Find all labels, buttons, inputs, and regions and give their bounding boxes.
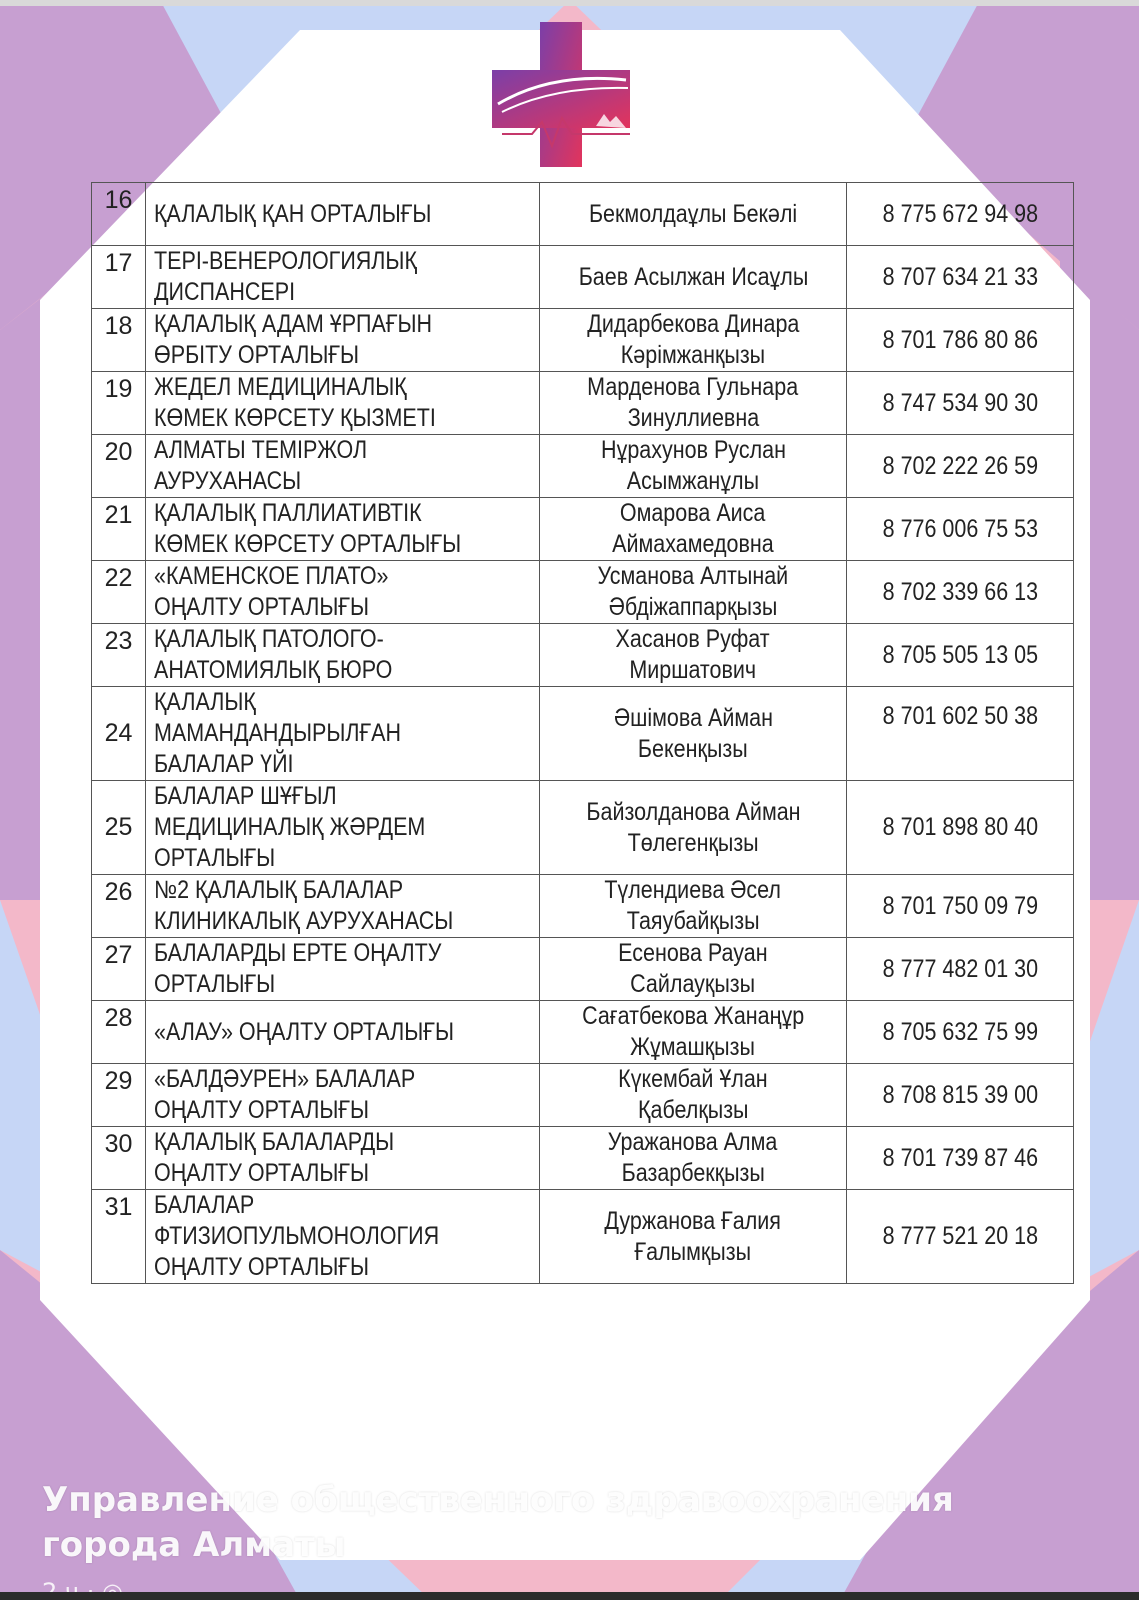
phone-number-text: 8 701 750 09 79 bbox=[882, 891, 1038, 920]
table-row bbox=[92, 687, 1074, 781]
organization-name-line: БАЛАЛАРДЫ ЕРТЕ ОҢАЛТУ bbox=[154, 939, 442, 967]
row-number: 25 bbox=[92, 781, 146, 875]
organization-name bbox=[146, 781, 540, 875]
table-row bbox=[92, 781, 1074, 875]
director-name-line: Усманова Алтынай bbox=[597, 562, 789, 590]
director-name-line: Базарбекқызы bbox=[621, 1159, 765, 1187]
contacts-table bbox=[91, 182, 1073, 1284]
organization-name-line: ТЕРІ-ВЕНЕРОЛОГИЯЛЫҚ bbox=[154, 247, 417, 275]
phone-number-text: 8 777 521 20 18 bbox=[882, 1222, 1038, 1250]
director-name-line: Әбдіжаппарқызы bbox=[608, 593, 778, 621]
row-number: 23 bbox=[92, 624, 146, 687]
row-number: 30 bbox=[92, 1127, 146, 1190]
organization-name bbox=[146, 1127, 540, 1190]
phone-number bbox=[847, 875, 1074, 938]
organization-name-line: «АЛАУ» ОҢАЛТУ ОРТАЛЫҒЫ bbox=[154, 1017, 454, 1046]
organization-name-line: ОРТАЛЫҒЫ bbox=[154, 844, 276, 872]
organization-name-line: ФТИЗИОПУЛЬМОНОЛОГИЯ bbox=[154, 1222, 440, 1250]
row-number: 17 bbox=[92, 246, 146, 309]
bottom-bar bbox=[0, 1592, 1139, 1600]
organization-name bbox=[146, 561, 540, 624]
table-row bbox=[92, 1127, 1074, 1190]
phone-number bbox=[847, 1001, 1074, 1064]
table-row bbox=[92, 372, 1074, 435]
table-row bbox=[92, 246, 1074, 309]
director-name-line: Байзолданова Айман bbox=[585, 797, 801, 826]
organization-name-line: ҚАЛАЛЫҚ bbox=[154, 688, 256, 716]
phone-number-text: 8 747 534 90 30 bbox=[882, 388, 1038, 417]
director-name-line: Ғалымқызы bbox=[634, 1237, 752, 1266]
director-name bbox=[540, 498, 847, 561]
organization-name-line: ДИСПАНСЕРІ bbox=[154, 278, 296, 306]
organization-name-line: ОҢАЛТУ ОРТАЛЫҒЫ bbox=[154, 1253, 370, 1281]
organization-name bbox=[146, 246, 540, 309]
row-number: 31 bbox=[92, 1190, 146, 1284]
director-name-line: Есенова Рауан bbox=[618, 939, 768, 967]
row-number: 19 bbox=[92, 372, 146, 435]
phone-number bbox=[847, 372, 1074, 435]
director-name-line: Дуржанова Ғалия bbox=[604, 1206, 782, 1235]
director-name bbox=[540, 938, 847, 1001]
table-row bbox=[92, 1190, 1074, 1284]
table-row bbox=[92, 435, 1074, 498]
director-name-line: Бекмолдаұлы Бекәлі bbox=[588, 199, 798, 228]
director-name-line: Дидарбекова Динара bbox=[586, 310, 800, 338]
organization-name-line: ОҢАЛТУ ОРТАЛЫҒЫ bbox=[154, 1159, 370, 1187]
row-number: 28 bbox=[92, 1001, 146, 1064]
organization-name-line: ҚАЛАЛЫҚ ҚАН ОРТАЛЫҒЫ bbox=[154, 199, 432, 228]
organization-name-line: ҚАЛАЛЫҚ АДАМ ҰРПАҒЫН bbox=[154, 310, 433, 338]
table-row bbox=[92, 875, 1074, 938]
organization-name bbox=[146, 183, 540, 246]
director-name bbox=[540, 183, 847, 246]
organization-name-line: МАМАНДАНДЫРЫЛҒАН bbox=[154, 719, 402, 747]
organization-name bbox=[146, 938, 540, 1001]
organization-name-line: АУРУХАНАСЫ bbox=[154, 467, 302, 495]
organization-name bbox=[146, 1001, 540, 1064]
director-name bbox=[540, 309, 847, 372]
caption-line-2: города Алматы bbox=[42, 1525, 346, 1565]
director-name-line: Омарова Аиса bbox=[620, 499, 766, 527]
director-name-line: Төлегенқызы bbox=[627, 828, 759, 857]
director-name bbox=[540, 1190, 847, 1284]
organization-name-line: АЛМАТЫ ТЕМІРЖОЛ bbox=[154, 436, 368, 464]
phone-number-text: 8 702 339 66 13 bbox=[882, 577, 1038, 606]
director-name-line: Жұмашқызы bbox=[630, 1033, 756, 1061]
phone-number bbox=[847, 309, 1074, 372]
organization-name-line: МЕДИЦИНАЛЫҚ ЖӘРДЕМ bbox=[154, 813, 426, 841]
organization-name-line: ОҢАЛТУ ОРТАЛЫҒЫ bbox=[154, 593, 370, 621]
phone-number bbox=[847, 1127, 1074, 1190]
phone-number bbox=[847, 687, 1074, 781]
phone-number-text: 8 775 672 94 98 bbox=[882, 199, 1038, 228]
row-number: 20 bbox=[92, 435, 146, 498]
phone-number-text: 8 702 222 26 59 bbox=[882, 451, 1038, 480]
caption-line-1: Управление общественного здравоохранения bbox=[42, 1480, 954, 1520]
row-number: 22 bbox=[92, 561, 146, 624]
director-name bbox=[540, 435, 847, 498]
director-name-line: Баев Асылжан Исаұлы bbox=[578, 262, 808, 291]
director-name bbox=[540, 1127, 847, 1190]
phone-number-text: 8 701 602 50 38 bbox=[882, 702, 1038, 730]
director-name-line: Миршатович bbox=[629, 656, 757, 684]
organization-name bbox=[146, 687, 540, 781]
organization-name bbox=[146, 875, 540, 938]
organization-name-line: «КАМЕНСКОЕ ПЛАТО» bbox=[154, 562, 389, 590]
director-name-line: Марденова Гульнара bbox=[587, 373, 799, 401]
organization-name-line: №2 ҚАЛАЛЫҚ БАЛАЛАР bbox=[154, 876, 404, 904]
phone-number-text: 8 701 898 80 40 bbox=[882, 813, 1038, 841]
director-name-line: Сайлауқызы bbox=[630, 970, 756, 998]
organization-name-line: ҚАЛАЛЫҚ ПАЛЛИАТИВТІК bbox=[154, 499, 422, 527]
director-name bbox=[540, 1001, 847, 1064]
organization-name-line: ОҢАЛТУ ОРТАЛЫҒЫ bbox=[154, 1096, 370, 1124]
director-name bbox=[540, 372, 847, 435]
director-name-line: Таяубайқызы bbox=[626, 907, 760, 935]
director-name-line: Бекенқызы bbox=[638, 734, 748, 763]
organization-name-line: АНАТОМИЯЛЫҚ БЮРО bbox=[154, 656, 393, 684]
table-row bbox=[92, 498, 1074, 561]
director-name-line: Уражанова Алма bbox=[608, 1128, 778, 1156]
organization-name bbox=[146, 498, 540, 561]
director-name bbox=[540, 875, 847, 938]
director-name-line: Хасанов Руфат bbox=[615, 625, 771, 653]
organization-name bbox=[146, 372, 540, 435]
table-row bbox=[92, 624, 1074, 687]
phone-number bbox=[847, 1190, 1074, 1284]
row-number: 16 bbox=[92, 183, 146, 246]
director-name bbox=[540, 687, 847, 781]
phone-number bbox=[847, 435, 1074, 498]
phone-number-text: 8 701 739 87 46 bbox=[882, 1143, 1038, 1172]
post-caption bbox=[42, 1478, 954, 1568]
organization-name-line: КӨМЕК КӨРСЕТУ ОРТАЛЫҒЫ bbox=[154, 530, 462, 558]
organization-name-line: ЖЕДЕЛ МЕДИЦИНАЛЫҚ bbox=[154, 373, 407, 401]
director-name bbox=[540, 781, 847, 875]
phone-number bbox=[847, 561, 1074, 624]
organization-name-line: КӨМЕК КӨРСЕТУ ҚЫЗМЕТІ bbox=[154, 404, 436, 432]
phone-number bbox=[847, 183, 1074, 246]
organization-name-line: ҚАЛАЛЫҚ БАЛАЛАРДЫ bbox=[154, 1128, 395, 1156]
director-name-line: Қабелқызы bbox=[637, 1096, 749, 1124]
phone-number bbox=[847, 781, 1074, 875]
row-number: 29 bbox=[92, 1064, 146, 1127]
table-row bbox=[92, 1001, 1074, 1064]
director-name-line: Әшімова Айман bbox=[613, 703, 773, 732]
organization-name bbox=[146, 309, 540, 372]
organization-name-line: КЛИНИКАЛЫҚ АУРУХАНАСЫ bbox=[154, 907, 454, 935]
table-row bbox=[92, 938, 1074, 1001]
organization-name-line: БАЛАЛАР ШҰҒЫЛ bbox=[154, 782, 337, 810]
table-row bbox=[92, 1064, 1074, 1127]
organization-name-line: БАЛАЛАР ҮЙІ bbox=[154, 750, 294, 778]
director-name-line: Асымжанұлы bbox=[626, 467, 760, 495]
phone-number bbox=[847, 498, 1074, 561]
phone-number bbox=[847, 624, 1074, 687]
row-number: 21 bbox=[92, 498, 146, 561]
director-name-line: Зинуллиевна bbox=[627, 404, 759, 432]
organization-name-line: «БАЛДӘУРЕН» БАЛАЛАР bbox=[154, 1065, 416, 1093]
organization-name bbox=[146, 1064, 540, 1127]
table-row bbox=[92, 561, 1074, 624]
phone-number-text: 8 777 482 01 30 bbox=[882, 954, 1038, 983]
organization-name-line: БАЛАЛАР bbox=[154, 1191, 255, 1219]
phone-number bbox=[847, 938, 1074, 1001]
row-number: 26 bbox=[92, 875, 146, 938]
medical-cross-logo-icon bbox=[492, 22, 642, 167]
director-name bbox=[540, 561, 847, 624]
organization-name-line: ОРТАЛЫҒЫ bbox=[154, 970, 276, 998]
director-name-line: Кәрімжанқызы bbox=[620, 341, 766, 369]
phone-number-text: 8 701 786 80 86 bbox=[882, 325, 1038, 354]
phone-number-text: 8 707 634 21 33 bbox=[882, 262, 1038, 291]
phone-number bbox=[847, 246, 1074, 309]
director-name-line: Түлендиева Әсел bbox=[604, 876, 782, 904]
row-number: 24 bbox=[92, 687, 146, 781]
table-row bbox=[92, 309, 1074, 372]
top-frame-border bbox=[0, 0, 1139, 6]
table-row bbox=[92, 183, 1074, 246]
director-name-line: Күкембай Ұлан bbox=[618, 1065, 768, 1093]
organization-name bbox=[146, 435, 540, 498]
phone-number-text: 8 708 815 39 00 bbox=[882, 1080, 1038, 1109]
phone-number bbox=[847, 1064, 1074, 1127]
phone-number-text: 8 776 006 75 53 bbox=[882, 514, 1038, 543]
director-name-line: Нұрахунов Руслан bbox=[600, 436, 786, 464]
organization-name-line: ӨРБІТУ ОРТАЛЫҒЫ bbox=[154, 341, 360, 369]
director-name-line: Аймахамедовна bbox=[612, 530, 774, 558]
organization-name-line: ҚАЛАЛЫҚ ПАТОЛОГО- bbox=[154, 625, 384, 653]
row-number: 27 bbox=[92, 938, 146, 1001]
director-name bbox=[540, 624, 847, 687]
director-name bbox=[540, 246, 847, 309]
director-name bbox=[540, 1064, 847, 1127]
organization-name bbox=[146, 624, 540, 687]
phone-number-text: 8 705 505 13 05 bbox=[882, 640, 1038, 669]
row-number: 18 bbox=[92, 309, 146, 372]
organization-name bbox=[146, 1190, 540, 1284]
director-name-line: Сағатбекова Жанаңұр bbox=[581, 1002, 805, 1030]
phone-number-text: 8 705 632 75 99 bbox=[882, 1017, 1038, 1046]
